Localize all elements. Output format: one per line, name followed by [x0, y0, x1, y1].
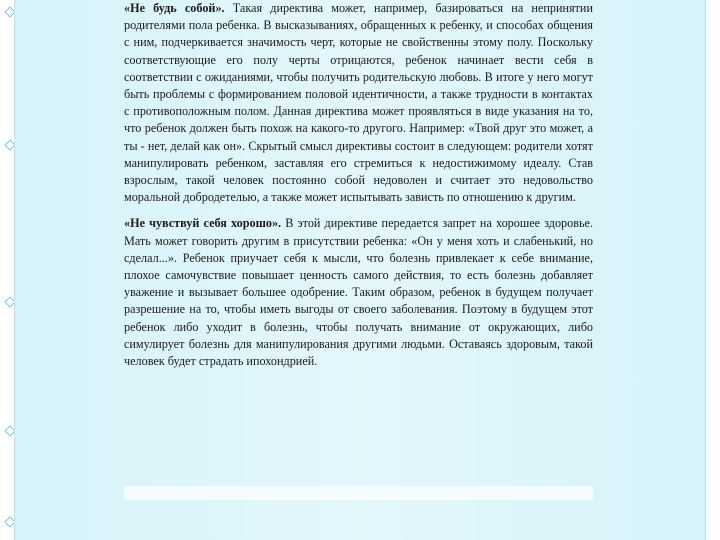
paragraph-do-not-feel-well	[124, 215, 593, 370]
panel-left-border	[14, 0, 15, 540]
paragraph-lead: «Не будь собой».	[124, 1, 225, 15]
paragraph-body: В этой директиве передается запрет на хорошее здоровье. Мать может говорить другим в присутствии ребенка: «Он у меня хоть и слабенький, но сделал...». Ребенок приучает себя к мысли, что болезнь привлекает к себе внимание, плохое самочувствие повышает ценность самого действия, то есть болезнь добавляет уважение и вызывает большее одобрение. Таким образом, ребенок в будущем получает разрешение на то, чтобы иметь выгоды от своего заболевания. Поэтому в будущем этот ребенок либо уходит в болезнь, чтобы получать внимание от окружающих, либо симулирует болезнь для манипулирования другими людьми. Оставаясь здоровым, такой человек будет страдать ипохондрией.	[124, 216, 593, 369]
paragraph-lead: «Не чувствуй себя хорошо».	[124, 216, 282, 231]
bottom-highlight-strip	[124, 486, 593, 500]
panel-right-border	[705, 0, 706, 540]
paragraph-body: Такая директива может, например, базироваться на непринятии родителями пола ребенка. В высказываниях, обращенных к ребенку, и способах общения с ним, подчеркивается значимость черт, которые не свойственны этому полу. Поскольку соответствующие его полу черты отрицаются, ребенок начинает вести себя в соответствии с ожиданиями, чтобы получить родительскую любовь. В итоге у него могут быть проблемы с формированием половой идентичности, а также трудности в контактах с противоположным полом. Данная директива может проявляться в виде указания на то, что ребенок должен быть похож на какого-то другого. Например: «Твой друг это может, а ты - нет, делай как он». Скрытый смысл директивы состоит в следующем: родители хотят манипулировать ребенком, заставляя его стремиться к недостижимому идеалу. Став взрослым, такой человек постоянно собой недоволен и считает это недовольство моральной добродетелью, а также может испытывать зависть по отношению к другим.	[124, 1, 593, 205]
document-text	[124, 0, 593, 370]
paragraph-not-be-yourself	[124, 0, 593, 206]
